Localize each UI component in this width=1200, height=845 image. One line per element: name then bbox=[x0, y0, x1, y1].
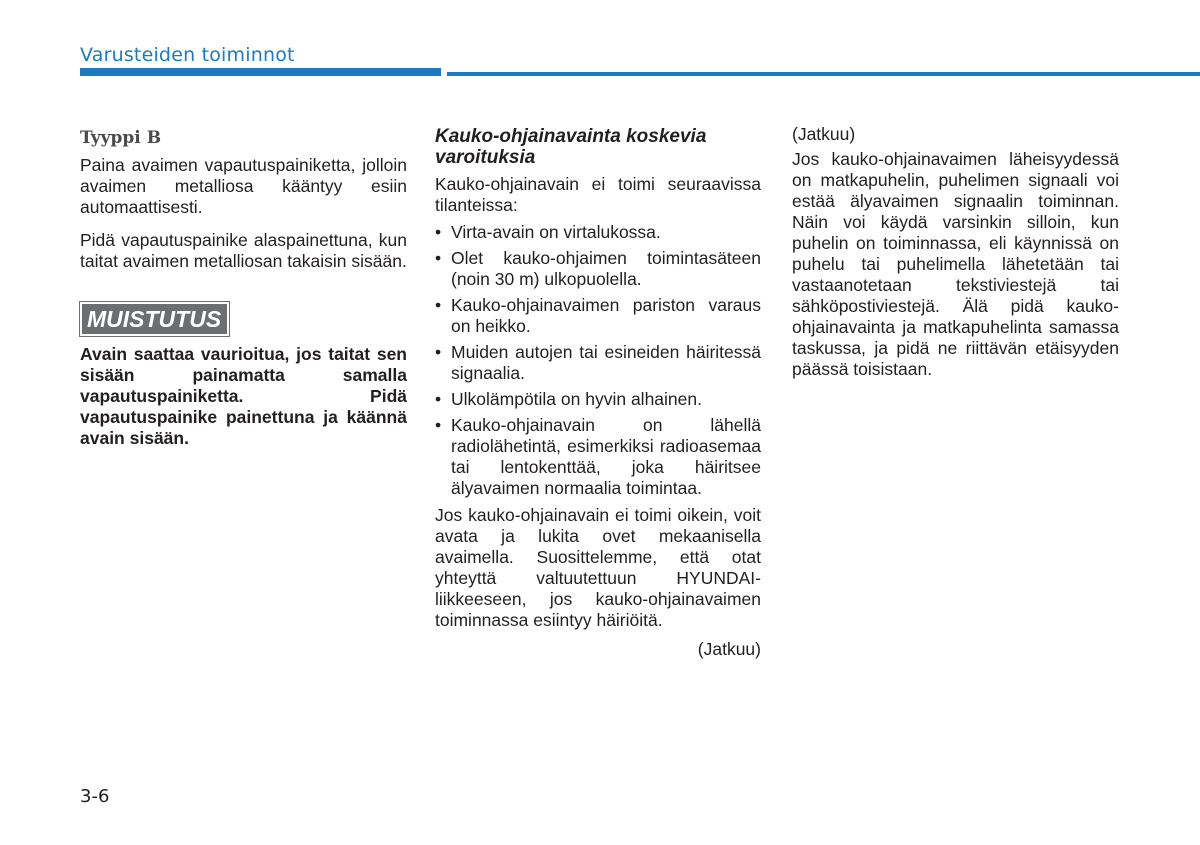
page-number: 3-6 bbox=[80, 786, 110, 807]
notice-label: MUISTUTUS bbox=[80, 302, 229, 336]
bullet-icon: • bbox=[435, 342, 442, 362]
continued-label: (Jatkuu) bbox=[697, 639, 761, 659]
paragraph-release-button: Paina avaimen vapautuspainiketta, jolloin avaimen metalliosa kääntyy esiin automaattisesti. bbox=[80, 155, 407, 217]
bullet-icon: • bbox=[435, 222, 442, 242]
list-item: • Kauko-ohjainavain on lähellä radiolähetintä, esimerkiksi radioasemaa tai lentokenttää, joka häiritsee älyavaimen normaalia toimintaa. bbox=[435, 415, 761, 498]
header-rule-thick bbox=[80, 68, 441, 76]
paragraph-mobile-phone: Jos kauko-ohjainavaimen läheisyydessä on matkapuhelin, puhelimen signaali voi estää älyavaimen signaalin toiminnan. Näin voi käydä varsinkin silloin, kun puhelin on toiminnassa, eli käynnissä on puhelu tai puhelimella lähetetään tai vastaanotetaan tekstiviestejä tai sähköpostiviestejä. Älä pidä kauko-ohjainavainta ja matkapuhelinta samassa taskussa, ja pidä ne riittävän etäisyyden päässä toisistaan. bbox=[792, 149, 1119, 379]
warnings-list bbox=[435, 222, 761, 499]
list-item: • Kauko-ohjainavaimen pariston varaus on heikko. bbox=[435, 295, 761, 336]
column-right bbox=[792, 124, 1119, 392]
bullet-icon: • bbox=[435, 248, 442, 268]
header-rule-thin bbox=[447, 72, 1200, 76]
column-middle bbox=[435, 124, 761, 672]
bullet-icon: • bbox=[435, 389, 442, 409]
paragraph-mechanical-key: Jos kauko-ohjainavain ei toimi oikein, voit avata ja lukita ovet mekaanisella avaimella. Suosittelemme, että otat yhteyttä valtuutettuun HYUNDAI-liikkeeseen, jos kauko-ohjainavaimen toiminnassa esiintyy häiriöitä. bbox=[435, 505, 761, 630]
bullet-icon: • bbox=[435, 295, 442, 315]
section-title: Varusteiden toiminnot bbox=[80, 44, 295, 66]
list-item: • Olet kauko-ohjaimen toimintasäteen (noin 30 m) ulkopuolella. bbox=[435, 248, 761, 289]
list-item: • Virta-avain on virtalukossa. bbox=[435, 222, 661, 242]
type-b-heading: Tyyppi B bbox=[80, 128, 162, 148]
bullet-icon: • bbox=[435, 415, 442, 435]
warnings-heading: Kauko-ohjainavainta koskevia varoituksia bbox=[435, 126, 707, 168]
list-item: • Ulkolämpötila on hyvin alhainen. bbox=[435, 389, 702, 409]
warnings-intro: Kauko-ohjainavain ei toimi seuraavissa tilanteissa: bbox=[435, 174, 761, 215]
paragraph-fold-key: Pidä vapautuspainike alaspainettuna, kun taitat avaimen metalliosan takaisin sisään. bbox=[80, 230, 407, 271]
continued-label: (Jatkuu) bbox=[792, 124, 856, 144]
notice-text: Avain saattaa vaurioitua, jos taitat sen sisään painamatta samalla vapautuspainiketta. Pidä vapautuspainike painettuna ja käännä avain sisään. bbox=[80, 344, 407, 448]
list-item: • Muiden autojen tai esineiden häiritessä signaalia. bbox=[435, 342, 761, 383]
column-left bbox=[80, 124, 407, 461]
